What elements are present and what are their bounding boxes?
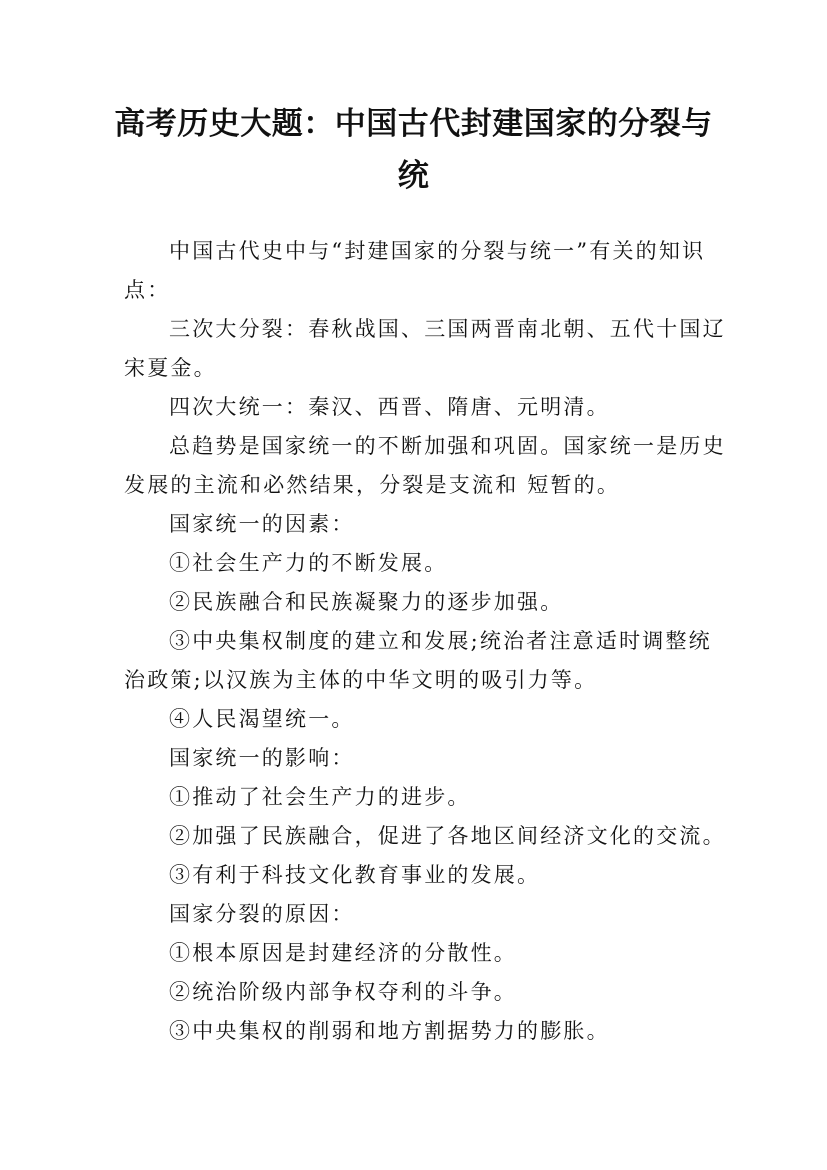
list-item (124, 700, 724, 739)
list-item (124, 856, 724, 895)
paragraph-line: ③有利于科技文化教育事业的发展。 (169, 863, 541, 887)
list-item (124, 544, 724, 583)
paragraph-line: ③中央集权制度的建立和发展;统治者注意适时调整统 (169, 629, 712, 653)
paragraph-line: ③中央集权的削弱和地方割据势力的膨胀。 (169, 1019, 610, 1043)
document-body (124, 232, 724, 1051)
title-line-2: 统 (397, 158, 430, 194)
paragraph-intro (124, 232, 724, 310)
list-item (124, 622, 724, 700)
paragraph-line: 四次大统一：秦汉、西晋、隋唐、元明清。 (169, 395, 610, 419)
paragraph-line: 国家统一的影响： (169, 746, 355, 770)
heading-unification-effects (124, 739, 724, 778)
paragraph-line: 中国古代史中与“封建国家的分裂与统一”有关的知识 (169, 239, 706, 263)
paragraph-line: ④人民渴望统一。 (169, 707, 355, 731)
list-item (124, 934, 724, 973)
list-item (124, 1012, 724, 1051)
paragraph-line: ①社会生产力的不断发展。 (169, 551, 448, 575)
paragraph-line: 三次大分裂：春秋战国、三国两晋南北朝、五代十国辽 (169, 317, 726, 341)
list-item (124, 778, 724, 817)
paragraph-line: 治政策;以汉族为主体的中华文明的吸引力等。 (124, 668, 598, 692)
paragraph-line: ①推动了社会生产力的进步。 (169, 785, 471, 809)
paragraph-line: ②统治阶级内部争权夺利的斗争。 (169, 980, 517, 1004)
paragraph-line: 总趋势是国家统一的不断加强和巩固。国家统一是历史 (169, 434, 726, 458)
title-line-1: 高考历史大题：中国古代封建国家的分裂与 (114, 106, 713, 142)
paragraph-line: ②加强了民族融合，促进了各地区间经济文化的交流。 (169, 824, 726, 848)
list-item (124, 583, 724, 622)
paragraph-line: 宋夏金。 (124, 356, 217, 380)
paragraph-line: ②民族融合和民族凝聚力的逐步加强。 (169, 590, 564, 614)
paragraph-line: 点： (124, 278, 171, 302)
paragraph-four-unifications (124, 388, 724, 427)
list-item (124, 973, 724, 1012)
heading-unification-factors (124, 505, 724, 544)
paragraph-three-divisions (124, 310, 724, 388)
paragraph-line: 国家分裂的原因： (169, 902, 355, 926)
document-title (110, 98, 717, 202)
paragraph-line: 国家统一的因素： (169, 512, 355, 536)
paragraph-line: ①根本原因是封建经济的分散性。 (169, 941, 517, 965)
list-item (124, 817, 724, 856)
heading-division-causes (124, 895, 724, 934)
paragraph-general-trend (124, 427, 724, 505)
paragraph-line: 发展的主流和必然结果，分裂是支流和 短暂的。 (124, 473, 621, 497)
